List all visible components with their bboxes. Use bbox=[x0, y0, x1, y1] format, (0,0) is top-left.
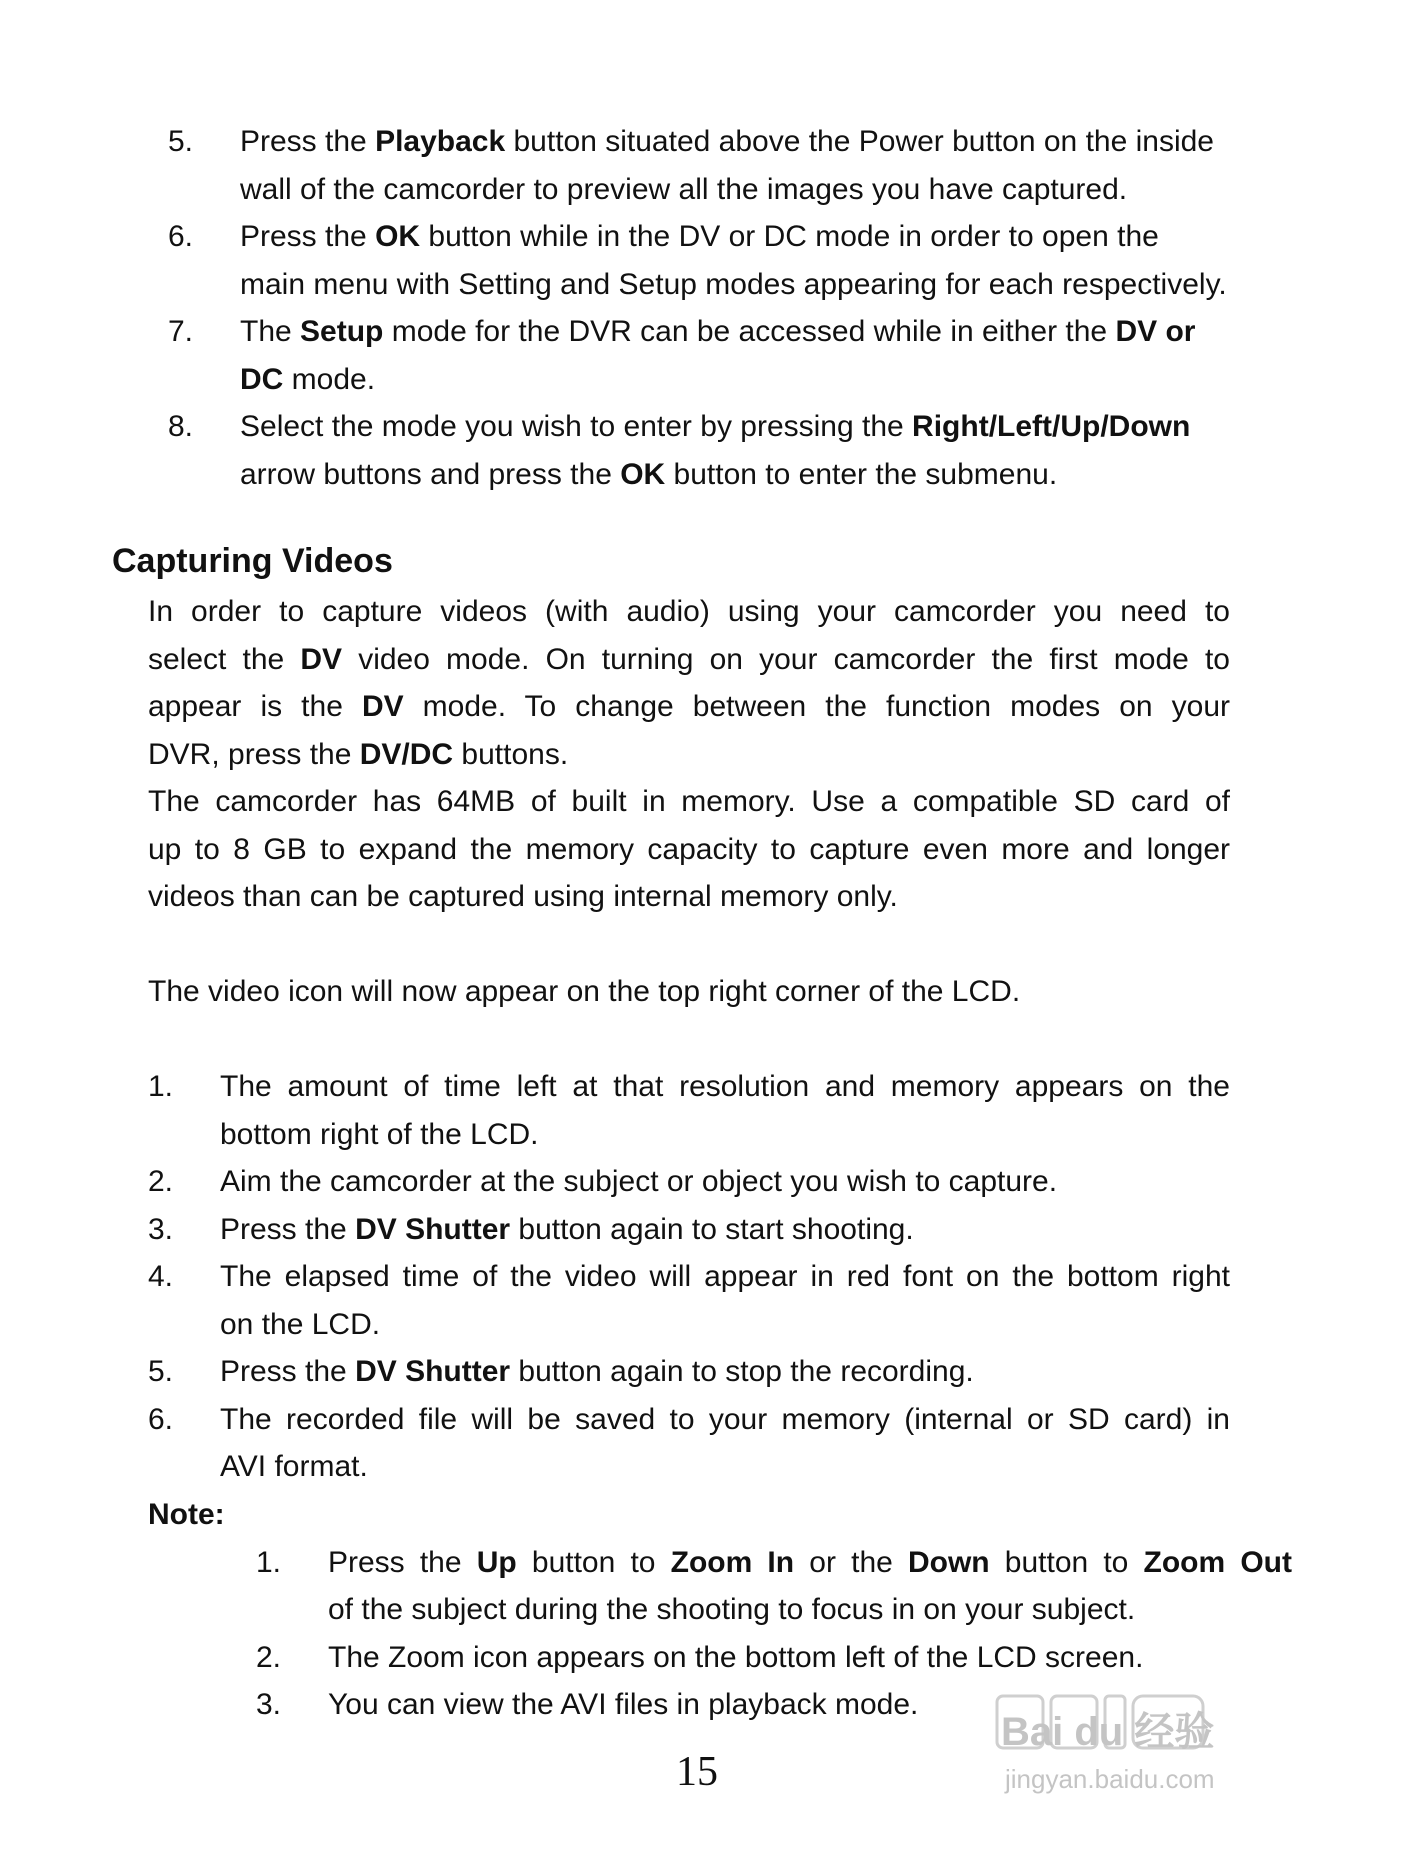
text-run: wall of the camcorder to preview all the images you have captured. bbox=[240, 173, 1128, 206]
top-list-num-5: 5. bbox=[168, 125, 194, 158]
bold-term: OK bbox=[620, 458, 666, 491]
bold-term: DV Shutter bbox=[355, 1213, 511, 1246]
text-run: Select the mode you wish to enter by pressing the bbox=[240, 410, 913, 443]
text-run: Press the bbox=[220, 1213, 356, 1246]
step-num-4: 4. bbox=[148, 1260, 174, 1293]
step-num-2: 2. bbox=[148, 1165, 174, 1198]
text-run: The bbox=[240, 315, 301, 348]
text-run: mode for the DVR can be accessed while in either the bbox=[383, 315, 1116, 348]
note-1-line-2 bbox=[328, 1592, 1135, 1628]
top-list-item-7-line-1 bbox=[240, 314, 1195, 350]
text-run: buttons. bbox=[453, 738, 569, 771]
top-list-num-6: 6. bbox=[168, 220, 194, 253]
intro-line-5 bbox=[148, 784, 1230, 820]
step-4-line-1 bbox=[220, 1259, 1230, 1295]
bold-term: Right/Left/Up/Down bbox=[912, 410, 1191, 443]
note-num-3: 3. bbox=[256, 1688, 282, 1721]
watermark-brand: Bai du 经验 bbox=[1001, 1710, 1215, 1754]
top-list-item-7-line-2 bbox=[240, 362, 375, 398]
bold-term: Playback bbox=[375, 125, 506, 158]
text-run: The Zoom icon appears on the bottom left of the LCD screen. bbox=[328, 1641, 1144, 1674]
text-run: on the LCD. bbox=[220, 1308, 381, 1341]
text-run: button situated above the Power button on the inside bbox=[505, 125, 1214, 158]
note-num-1: 1. bbox=[256, 1546, 282, 1579]
bold-term: DC bbox=[240, 363, 284, 396]
step-5-line-1 bbox=[220, 1354, 974, 1390]
text-run: Press the bbox=[240, 220, 376, 253]
intro-line-4 bbox=[148, 737, 568, 773]
intro-line-7 bbox=[148, 879, 898, 915]
baidu-watermark-logo bbox=[995, 1690, 1325, 1810]
bold-term: Zoom Out bbox=[1143, 1546, 1292, 1579]
step-1-line-2 bbox=[220, 1117, 539, 1153]
video-icon-line: The video icon will now appear on the top right corner of the LCD. bbox=[148, 975, 1021, 1008]
text-run: arrow buttons and press the bbox=[240, 458, 621, 491]
intro-line-1 bbox=[148, 594, 1230, 630]
top-list-item-8-line-1 bbox=[240, 409, 1190, 445]
note-3-line-1 bbox=[328, 1687, 918, 1723]
step-num-3: 3. bbox=[148, 1213, 174, 1246]
page-number: 15 bbox=[676, 1749, 718, 1795]
text-run: The camcorder has 64MB of built in memory. Use a compatible SD card of bbox=[148, 785, 1230, 818]
intro-line-3 bbox=[148, 689, 1230, 725]
step-4-line-2 bbox=[220, 1307, 380, 1343]
top-list-item-5-line-2 bbox=[240, 172, 1127, 208]
bold-term: DV bbox=[300, 643, 343, 676]
text-run: button to enter the submenu. bbox=[665, 458, 1058, 491]
step-2-line-1 bbox=[220, 1164, 1057, 1200]
text-run: up to 8 GB to expand the memory capacity to capture even more and longer bbox=[148, 833, 1230, 866]
text-run: Press the bbox=[220, 1355, 356, 1388]
text-run: Press the bbox=[328, 1546, 477, 1579]
text-run: video mode. On turning on your camcorder the first mode to bbox=[342, 643, 1230, 676]
bold-term: Zoom In bbox=[670, 1546, 795, 1579]
step-num-1: 1. bbox=[148, 1070, 174, 1103]
text-run: main menu with Setting and Setup modes appearing for each respectively. bbox=[240, 268, 1227, 301]
text-run: button again to start shooting. bbox=[510, 1213, 914, 1246]
text-run: AVI format. bbox=[220, 1450, 368, 1483]
text-run: button while in the DV or DC mode in order to open the bbox=[420, 220, 1159, 253]
step-num-6: 6. bbox=[148, 1403, 174, 1436]
text-run: The recorded file will be saved to your memory (internal or SD card) in bbox=[220, 1403, 1230, 1436]
text-run: The elapsed time of the video will appear in red font on the bottom right bbox=[220, 1260, 1230, 1293]
text-run: button to bbox=[516, 1546, 671, 1579]
text-run: select the bbox=[148, 643, 301, 676]
top-list-item-6-line-2 bbox=[240, 267, 1227, 303]
top-list-num-8: 8. bbox=[168, 410, 194, 443]
text-run: mode. To change between the function modes on your bbox=[403, 690, 1230, 723]
text-run: In order to capture videos (with audio) using your camcorder you need to bbox=[148, 595, 1230, 628]
bold-term: DV Shutter bbox=[355, 1355, 511, 1388]
text-run: DVR, press the bbox=[148, 738, 360, 771]
bold-term: DV or bbox=[1115, 315, 1196, 348]
bold-term: Up bbox=[476, 1546, 517, 1579]
step-3-line-1 bbox=[220, 1212, 914, 1248]
bold-term: DV/DC bbox=[359, 738, 454, 771]
text-run: button to bbox=[989, 1546, 1144, 1579]
note-num-2: 2. bbox=[256, 1641, 282, 1674]
note-1-line-1 bbox=[328, 1545, 1292, 1581]
text-run: or the bbox=[794, 1546, 908, 1579]
bold-term: Setup bbox=[300, 315, 384, 348]
step-1-line-1 bbox=[220, 1069, 1230, 1105]
text-run: bottom right of the LCD. bbox=[220, 1118, 539, 1151]
step-6-line-1 bbox=[220, 1402, 1230, 1438]
bold-term: OK bbox=[375, 220, 421, 253]
text-run: button again to stop the recording. bbox=[510, 1355, 974, 1388]
text-run: videos than can be captured using internal memory only. bbox=[148, 880, 898, 913]
text-run: of the subject during the shooting to focus in on your subject. bbox=[328, 1593, 1136, 1626]
text-run: Aim the camcorder at the subject or object you wish to capture. bbox=[220, 1165, 1058, 1198]
text-run: appear is the bbox=[148, 690, 362, 723]
top-list-item-5-line-1 bbox=[240, 124, 1214, 160]
step-num-5: 5. bbox=[148, 1355, 174, 1388]
intro-line-2 bbox=[148, 642, 1230, 678]
text-run: mode. bbox=[283, 363, 376, 396]
intro-line-6 bbox=[148, 832, 1230, 868]
bold-term: DV bbox=[361, 690, 404, 723]
top-list-item-6-line-1 bbox=[240, 219, 1159, 255]
note-2-line-1 bbox=[328, 1640, 1143, 1676]
top-list-num-7: 7. bbox=[168, 315, 194, 348]
text-run: You can view the AVI files in playback mode. bbox=[328, 1688, 919, 1721]
text-run: Press the bbox=[240, 125, 376, 158]
note-label: Note: bbox=[148, 1498, 225, 1531]
top-list-item-8-line-2 bbox=[240, 457, 1057, 493]
step-6-line-2 bbox=[220, 1449, 368, 1485]
text-run: The amount of time left at that resolution and memory appears on the bbox=[220, 1070, 1230, 1103]
watermark-url: jingyan.baidu.com bbox=[1005, 1764, 1215, 1794]
section-heading: Capturing Videos bbox=[112, 542, 393, 580]
bold-term: Down bbox=[907, 1546, 990, 1579]
